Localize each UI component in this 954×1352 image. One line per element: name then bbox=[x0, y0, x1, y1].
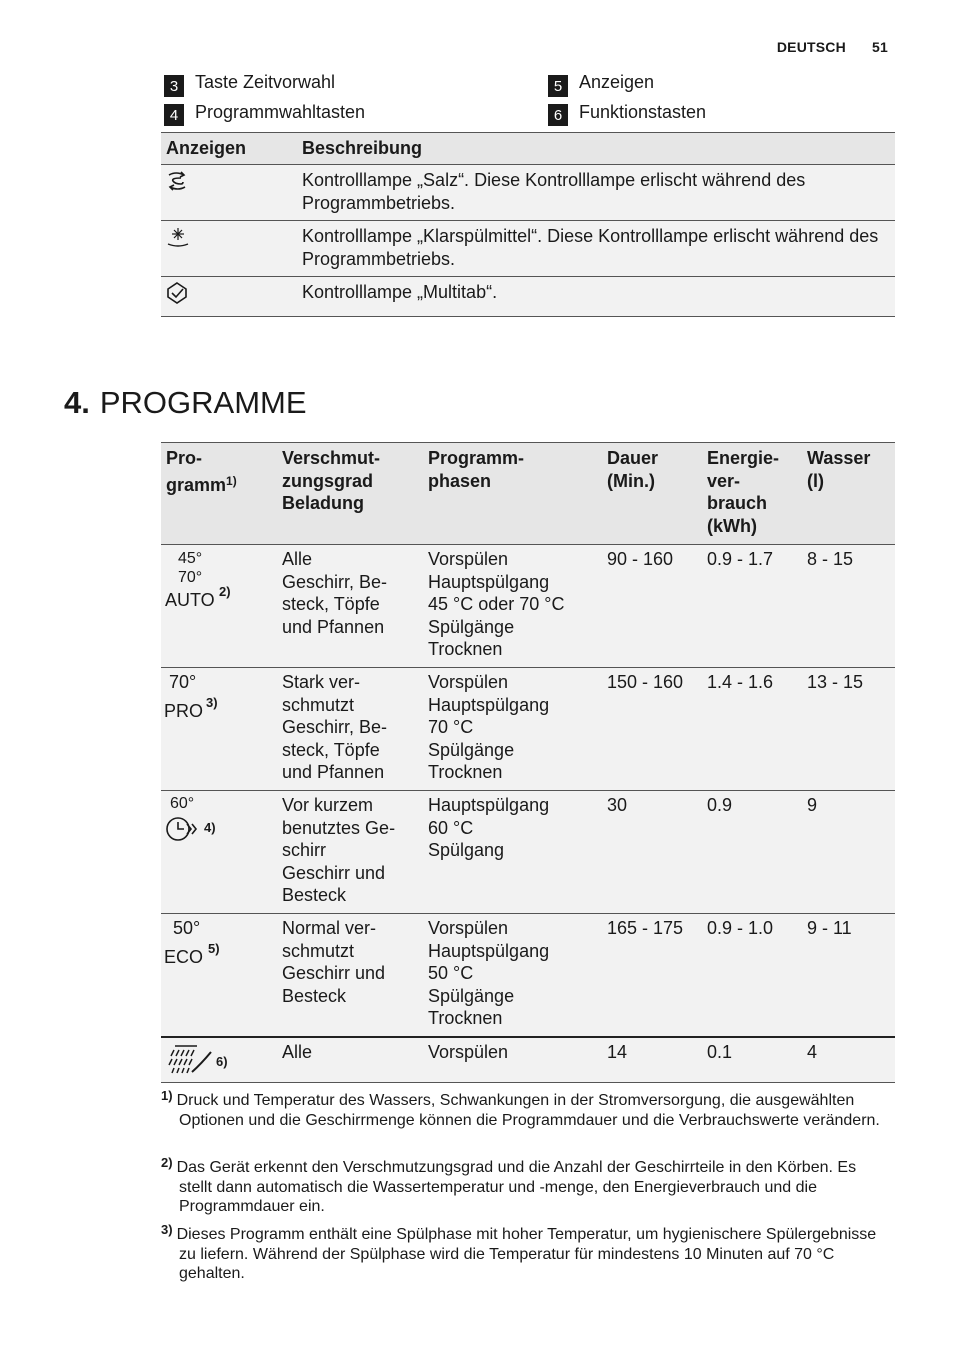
footnote-ref: 3) bbox=[206, 695, 218, 710]
indicator-description: Kontrolllampe „Salz“. Diese Kontrolllampe erlischt während des Programmbetriebs. bbox=[297, 165, 895, 221]
column-header-program: Pro- gramm$^{1)}$ bbox=[161, 443, 277, 545]
column-header-water: Wasser (l) bbox=[802, 443, 895, 545]
water: 9 - 11 bbox=[802, 914, 895, 1037]
page-header bbox=[777, 39, 888, 55]
header-language: DEUTSCH bbox=[776, 39, 846, 55]
soil-level: Normal ver- schmutzt Geschirr und Besteck bbox=[277, 914, 423, 1037]
footnote-mark: 1) bbox=[161, 1088, 173, 1103]
program-symbol bbox=[161, 668, 277, 791]
footnote-ref: 1) bbox=[226, 473, 237, 488]
program-symbol bbox=[161, 914, 277, 1037]
table-row bbox=[161, 545, 895, 668]
table-row bbox=[161, 791, 895, 914]
energy: 1.4 - 1.6 bbox=[702, 668, 802, 791]
program-temp: 70° bbox=[178, 569, 203, 586]
soil-level: Vor kurzem benutztes Ge- schirr Geschirr und Besteck bbox=[277, 791, 423, 914]
legend-label: Programmwahltasten bbox=[195, 102, 366, 122]
soil-level: Stark ver- schmutzt Geschirr, Be- steck, Töpfe und Pfannen bbox=[277, 668, 423, 791]
soil-level: Alle Geschirr, Be- steck, Töpfe und Pfannen bbox=[277, 545, 423, 668]
footnote bbox=[161, 1220, 881, 1284]
footnote-mark: 3) bbox=[161, 1222, 173, 1237]
page-number: 51 bbox=[872, 39, 888, 55]
table-row bbox=[161, 277, 895, 317]
table-row bbox=[161, 221, 895, 277]
footnote-text: Das Gerät erkennt den Verschmutzungsgrad und die Anzahl der Geschirrteile in den Körben. Es stellt dann automatisch die Wassertemperatur und -menge, den Energieverbrauch und die Programmdauer ein. bbox=[176, 1159, 857, 1215]
prewash-shower-icon bbox=[165, 1042, 213, 1076]
duration: 150 - 160 bbox=[602, 668, 702, 791]
program-phases: Vorspülen Hauptspülgang 50 °C Spülgänge Trocknen bbox=[423, 914, 602, 1037]
legend-number: 3 bbox=[164, 75, 184, 97]
energy: 0.9 - 1.7 bbox=[702, 545, 802, 668]
column-header-energy: Energie- ver- brauch (kWh) bbox=[702, 443, 802, 545]
legend-label: Taste Zeitvorwahl bbox=[195, 72, 336, 92]
table-row bbox=[161, 1037, 895, 1083]
multitab-indicator-icon bbox=[166, 281, 188, 305]
program-symbol bbox=[161, 545, 277, 668]
legend-number: 4 bbox=[164, 104, 184, 126]
legend-label: Anzeigen bbox=[579, 72, 655, 92]
column-header-duration: Dauer (Min.) bbox=[602, 443, 702, 545]
indicators-table bbox=[161, 132, 895, 317]
program-phases: Vorspülen Hauptspülgang 45 °C oder 70 °C Spülgänge Trocknen bbox=[423, 545, 602, 668]
section-title bbox=[64, 384, 307, 422]
table-row bbox=[161, 165, 895, 221]
table-row bbox=[161, 668, 895, 791]
water: 9 bbox=[802, 791, 895, 914]
column-header-phases: Programm- phasen bbox=[423, 443, 602, 545]
program-temp: 50° bbox=[173, 918, 201, 938]
salt-indicator-icon bbox=[166, 169, 188, 193]
energy: 0.9 - 1.0 bbox=[702, 914, 802, 1037]
footnote-text: Dieses Programm enthält eine Spülphase mit hoher Temperatur, um hygienischere Spülergebnisse zu liefern. Während der Spülphase wird die Temperatur für mindestens 10 Minuten auf 70 °C gehalten. bbox=[176, 1226, 877, 1282]
legend-number: 5 bbox=[548, 75, 568, 97]
duration: 30 bbox=[602, 791, 702, 914]
indicator-description: Kontrolllampe „Multitab“. bbox=[297, 277, 895, 317]
water: 4 bbox=[802, 1037, 895, 1083]
energy: 0.9 bbox=[702, 791, 802, 914]
legend-number: 6 bbox=[548, 104, 568, 126]
footnote-ref: 6) bbox=[216, 1053, 228, 1069]
program-label: PRO bbox=[164, 701, 204, 721]
table-row bbox=[161, 914, 895, 1037]
quick-clock-icon bbox=[165, 815, 201, 843]
section-heading: PROGRAMME bbox=[99, 385, 307, 420]
program-symbol bbox=[161, 791, 277, 914]
programs-table bbox=[161, 442, 895, 1083]
soil-level: Alle bbox=[277, 1037, 423, 1083]
footnote-ref: 2) bbox=[219, 584, 231, 599]
column-header: Anzeigen bbox=[161, 133, 297, 165]
rinse-aid-indicator-icon bbox=[166, 225, 190, 249]
footnote-mark: 2) bbox=[161, 1155, 173, 1170]
water: 13 - 15 bbox=[802, 668, 895, 791]
footnote bbox=[161, 1086, 881, 1130]
energy: 0.1 bbox=[702, 1037, 802, 1083]
footnote-ref: 5) bbox=[208, 941, 220, 956]
program-label: ECO bbox=[164, 947, 204, 967]
program-label: AUTO bbox=[165, 590, 215, 610]
footnote-ref: 4) bbox=[204, 820, 216, 835]
program-phases: Hauptspülgang 60 °C Spülgang bbox=[423, 791, 602, 914]
footnote bbox=[161, 1153, 881, 1217]
program-phases: Vorspülen bbox=[423, 1037, 602, 1083]
duration: 14 bbox=[602, 1037, 702, 1083]
duration: 165 - 175 bbox=[602, 914, 702, 1037]
program-phases: Vorspülen Hauptspülgang 70 °C Spülgänge Trocknen bbox=[423, 668, 602, 791]
program-symbol bbox=[161, 1037, 277, 1083]
program-temp: 60° bbox=[170, 795, 195, 812]
indicator-description: Kontrolllampe „Klarspülmittel“. Diese Kontrolllampe erlischt während des Programmbetriebs. bbox=[297, 221, 895, 277]
column-header: Beschreibung bbox=[297, 133, 895, 165]
duration: 90 - 160 bbox=[602, 545, 702, 668]
water: 8 - 15 bbox=[802, 545, 895, 668]
legend-label: Funktionstasten bbox=[579, 102, 707, 122]
column-header-soil: Verschmut- zungsgrad Beladung bbox=[277, 443, 423, 545]
program-temp: 70° bbox=[169, 672, 197, 692]
footnote-text: Druck und Temperatur des Wassers, Schwankungen in der Stromversorgung, die ausgewählten Optionen und die Geschirrmenge können die Programmdauer und die Verbrauchswerte verändern. bbox=[176, 1092, 880, 1129]
program-temp: 45° bbox=[178, 550, 203, 567]
section-number: 4. bbox=[64, 385, 90, 420]
